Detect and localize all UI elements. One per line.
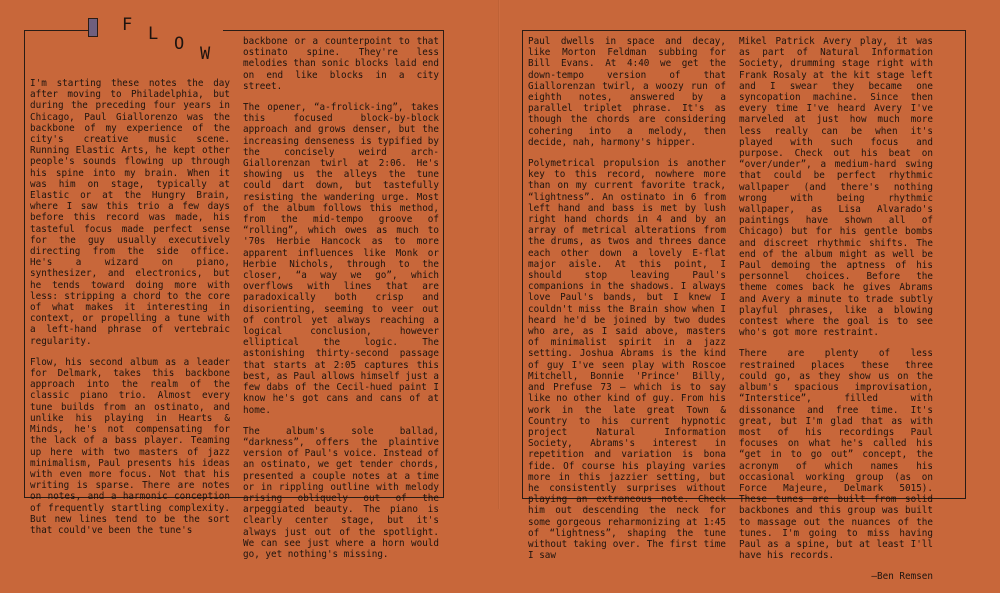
- title-letter-f: F: [122, 15, 133, 35]
- text-column-2: [243, 36, 439, 570]
- left-page: [0, 0, 500, 560]
- frame-line: [24, 30, 25, 498]
- author-signature: —Ben Remsen: [871, 571, 933, 583]
- text-column-4: [739, 36, 933, 593]
- title-mark: [88, 18, 98, 37]
- frame-line: [223, 30, 443, 31]
- frame-line: [24, 30, 96, 31]
- paragraph: I'm starting these notes the day after moving to Philadelphia, but during the preceding four years in Chicago, Paul Giallorenzo was the backbone of my experience of the city's creative music scene. Running Elastic Arts, he kept other people's sounds flowing up through his spine into my brain. When it was him on stage, typically at Elastic or at the Hungry Brain, where I saw this trio a few days before this record was made, his tasteful focus made perfect sense for the guy usually executively directing from the side office. He's a wizard on piano, synthesizer, and electronics, but he tends toward doing more with less: stripping a chord to the core of what makes it interesting in context, or propelling a tune with a left-hand phrase of vertebraic regularity.: [30, 78, 230, 347]
- paragraph: The album's sole ballad, “darkness”, offers the plaintive version of Paul's voice. Instead of an ostinato, we get tender chords, presented a couple notes at a time or in rippling outline with melody arising obliquely out of the arpeggiated beauty. The piano is clearly center stage, but it's always just out of the spotlight. We can see just where a horn would go, yet nothing's missing.: [243, 425, 439, 560]
- paragraph: Polymetrical propulsion is another key to this record, nowhere more than on my current favorite track, “lightness”. An ostinato in 6 from left hand and bass is met by lush right hand chords in 4 and by an array of metrical alterations from the drums, as twos and threes dance each other down a lovely E-flat major aisle. At this point, I should stop leaving Paul's companions in the shadows. I always love Paul's bands, but I knew I couldn't miss the Brain show when I heard he'd be joined by two dudes who are, as I said above, masters of minimalist spirit in a jazz setting. Joshua Abrams is the kind of guy I've seen play with Roscoe Mitchell, Bonnie 'Prince' Billy, and Prefuse 73 — which is to say like no other kind of guy. From his work in the late great Town & Country to his current hypnotic project Natural Information Society, Abrams's interest in repetition and variation is bona fide. Of course his playing varies more in this jazzier setting, but he consistently surprises without playing an extraneous note. Check him out descending the neck for some gorgeous reharmonizing at 1:45 of “lightness”, shaping the tune without taking over. The first time I saw: [528, 158, 726, 562]
- title-letter-o: O: [174, 34, 185, 54]
- paragraph: backbone or a counterpoint to that ostinato spine. They're less melodies than sonic blocks laid end on end like blocks in a city street.: [243, 36, 439, 92]
- paragraph: There are plenty of less restrained places these three could go, as they show us on the album's spacious improvisation, “Interstice”, filled with dissonance and free time. It's great, but I'm glad that as with most of his recordings Paul focuses on what he's called his “get in to go out” concept, the acronym of which names his occasional working group (as on Force Majeure, Delmark 5015). These tunes are built from solid backbones and this group was built to massage out the nuances of the tunes. I'm going to miss having Paul as a spine, but at least I'll have his records.: [739, 348, 933, 562]
- frame-line: [443, 30, 444, 498]
- paragraph: Paul dwells in space and decay, like Morton Feldman subbing for Bill Evans. At 4:40 we get the down-tempo version of that Giallorenzan twirl, a woozy run of eighth notes, answered by a parallel triplet phrase. It's as though the chords are considering cohering into a melody, then decide, nah, harmony's hipper.: [528, 36, 726, 148]
- title-letter-l: L: [148, 24, 159, 44]
- paragraph: Mikel Patrick Avery play, it was as part of Natural Information Society, drumming stage right with Frank Rosaly at the kit stage left and I swear they became one syncopation machine. Since then every time I've heard Avery I've marveled at just how much more less really can be when it's played with such focus and purpose. Check out his beat on “over/under”, a medium-hard swing that could be perfect rhythmic wallpaper (and there's nothing wrong with being rhythmic wallpaper, as Lisa Alvarado's paintings have shown all of Chicago) but for his gentle bombs and discreet rhythmic shifts. The end of the album might as well be Paul demoing the aptness of his personnel choices. Before the theme comes back he gives Abrams and Avery a minute to trade subtly playful phrases, like a blowing contest where the goal is to see who's got more restraint.: [739, 36, 933, 339]
- paragraph: The opener, “a-frolick-ing”, takes this focused block-by-block approach and grows denser, but the increasing denseness is typified by the concisely weird arch-Giallorenzan twirl at 2:06. He's showing us the alleys the tune could dart down, but tastefully resisting the wandering urge. Most of the album follows this method, from the mid-tempo groove of “rolling”, which owes as much to '70s Herbie Hancock as to more apparent influences like Monk or Herbie Nichols, through to the closer, “a way we go”, which overflows with lines that are paradoxically both crisp and disorienting, seeming to veer out of control yet always reaching a logical conclusion, however elliptical the logic. The astonishing thirty-second passage that starts at 2:05 captures this best, as Paul allows himself just a few dabs of the Cecil-hued paint I know he's got cans and cans of at home.: [243, 102, 439, 416]
- right-page: [500, 0, 1000, 583]
- title-letter-w: W: [200, 44, 211, 64]
- text-column-3: [528, 36, 726, 571]
- paragraph: Flow, his second album as a leader for Delmark, takes this backbone approach into the realm of the classic piano trio. Almost every tune builds from an ostinato, and unlike his playing in Hearts & Minds, he's not compensating for the lack of a bass player. Teaming up here with two masters of jazz minimalism, Paul presents his ideas with even more focus. Not that his writing is sparse. There are notes on notes, and a harmonic conception of frequently startling complexity. But new lines tend to be the sort that could've been the tune's: [30, 356, 230, 536]
- text-column-1: [30, 78, 230, 546]
